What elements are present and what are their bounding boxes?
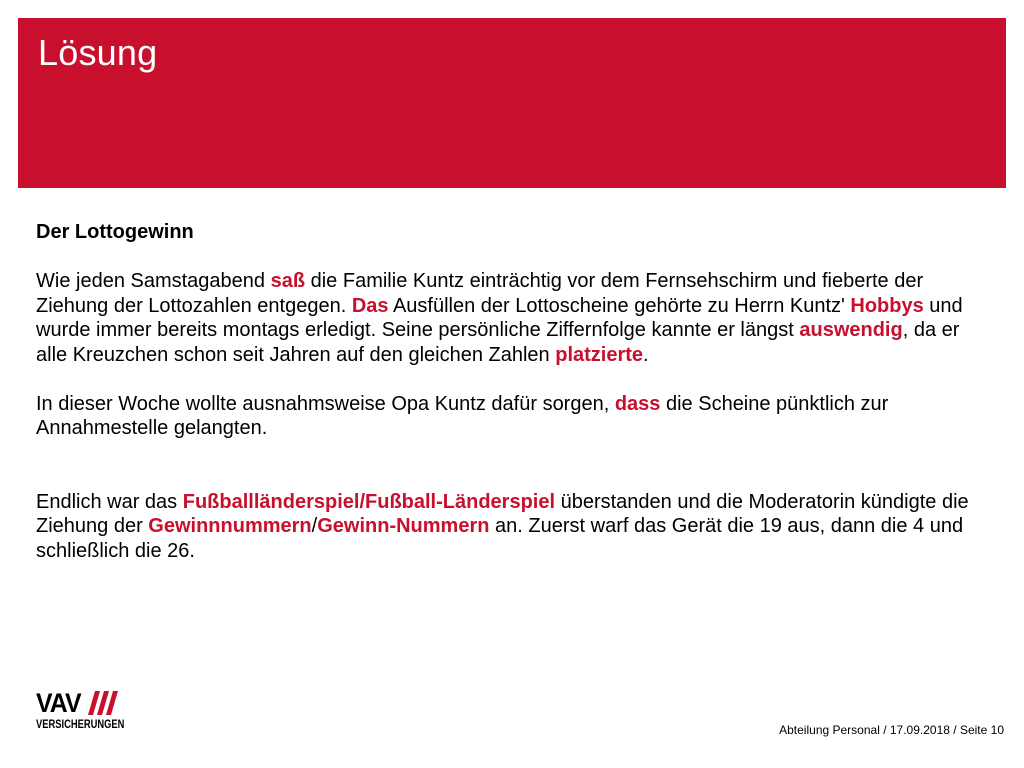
header-band <box>18 18 1006 188</box>
footer-date: 17.09.2018 <box>889 723 950 737</box>
logo-slashes-icon <box>88 691 118 715</box>
text-segment: an. Zuerst warf das Gerät die 19 aus, dann die 4 und schließlich die 26. <box>36 515 964 562</box>
text-segment: Ausfüllen der Lottoscheine gehörte zu Herrn Kuntz' <box>388 294 851 317</box>
section-heading: Der Lottogewinn <box>36 221 194 243</box>
highlighted-word: Gewinn-Nummern <box>317 515 490 537</box>
text-segment: , da er alle Kreuzchen schon seit Jahren auf den gleichen Zahlen <box>36 319 960 366</box>
paragraph-1 <box>36 269 996 367</box>
paragraph-3 <box>36 490 996 564</box>
footer: Abteilung Personal / 17.09.2018 / Seite 10 <box>779 723 1004 737</box>
text-segment: die Scheine pünktlich zur Annahmestelle gelangten. <box>36 392 889 439</box>
text-segment: . <box>643 343 649 366</box>
text-segment: Endlich war das <box>36 490 183 513</box>
footer-department: Abteilung Personal <box>779 723 880 737</box>
highlighted-word: Gewinnnummern <box>148 515 312 537</box>
vav-logo <box>36 690 156 732</box>
footer-page-number: Seite 10 <box>959 723 1004 737</box>
logo-wordmark: VAV <box>36 688 81 718</box>
highlighted-word: Hobbys <box>850 294 924 317</box>
text-segment: die Familie Kuntz einträchtig vor dem Fernsehschirm und fieberte der Ziehung der Lottozahlen entgegen. <box>36 270 924 317</box>
highlighted-word: platzierte <box>555 343 644 366</box>
text-segment: Wie jeden Samstagabend <box>36 270 271 292</box>
highlighted-word: dass <box>614 392 661 415</box>
text-segment: / <box>311 515 318 537</box>
highlighted-word: Das <box>351 294 389 317</box>
logo-subtitle: VERSICHERUNGEN <box>36 717 125 731</box>
highlighted-word: Fußballländerspiel/Fußball-Länderspiel <box>182 490 556 513</box>
text-segment: überstanden und die Moderatorin kündigte die Ziehung der <box>36 490 969 537</box>
slide-title: Lösung <box>38 32 158 73</box>
text-segment: In dieser Woche wollte ausnahmsweise Opa Kuntz dafür sorgen, <box>36 392 615 415</box>
paragraph-2 <box>36 392 996 441</box>
slide-body <box>36 220 996 563</box>
highlighted-word: saß <box>270 270 306 292</box>
highlighted-word: auswendig <box>799 319 903 341</box>
text-segment: und wurde immer bereits montags erledigt. Seine persönliche Ziffernfolge kannte er längst <box>36 294 963 341</box>
